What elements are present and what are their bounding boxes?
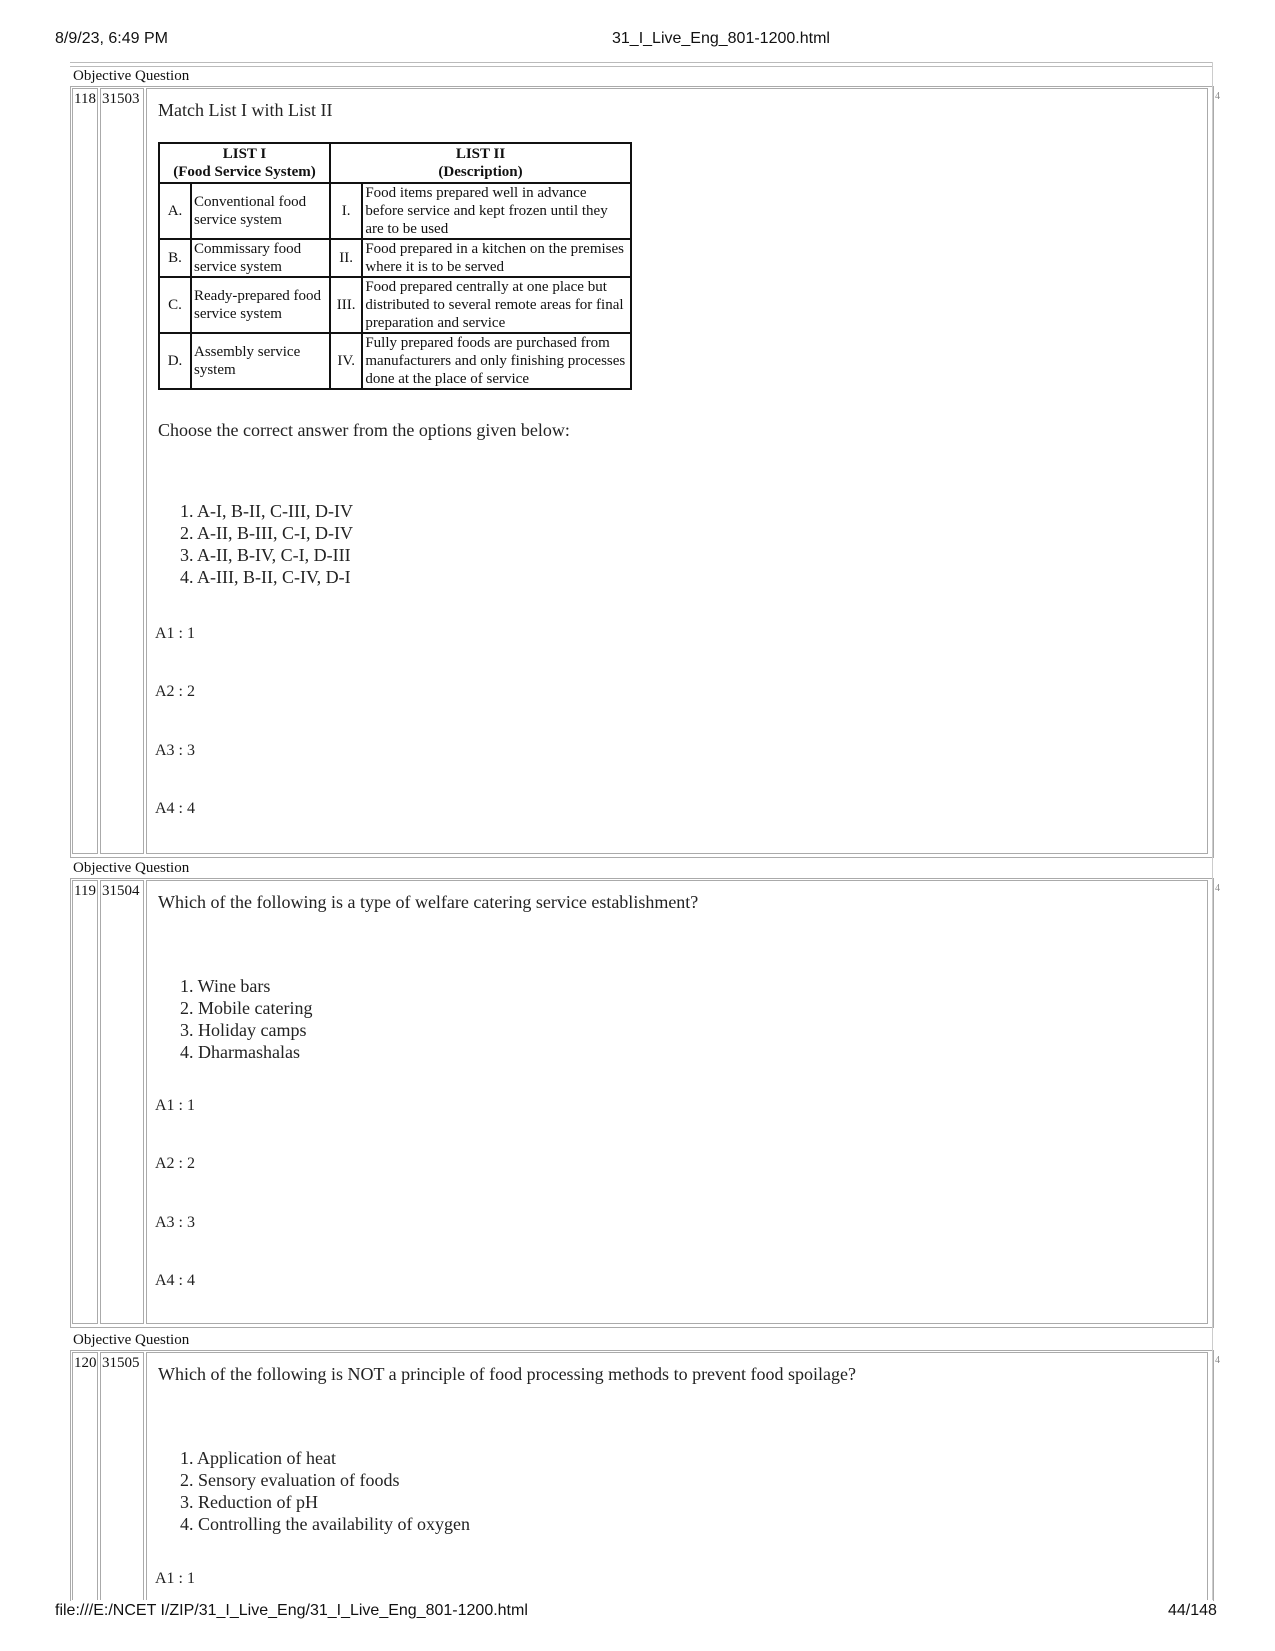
print-datetime: 8/9/23, 6:49 PM — [55, 30, 168, 47]
question-text: Match List I with List II — [158, 100, 333, 120]
list2-item: Food items prepared well in advance before service and kept frozen until they are to be used — [362, 183, 631, 239]
list1-letter: B. — [159, 239, 191, 277]
list1-letter: A. — [159, 183, 191, 239]
table-row — [159, 239, 631, 277]
list1-header: LIST I (Food Service System) — [159, 143, 330, 183]
qid-cell — [100, 880, 144, 1324]
answer-key: A4 : 4 — [155, 1272, 195, 1289]
list2-item: Food prepared centrally at one place but distributed to several remote areas for final preparation and service — [362, 277, 631, 333]
list2-numeral: II. — [330, 239, 362, 277]
option-item: 3. Reduction of pH — [180, 1492, 318, 1512]
edge-marker: 4 — [1215, 1355, 1220, 1366]
question-text: Which of the following is NOT a principle of food processing methods to prevent food spoilage? — [158, 1364, 857, 1384]
top-rule — [70, 62, 1212, 67]
answer-key: A3 : 3 — [155, 742, 195, 759]
question-id: 31505 — [102, 1355, 140, 1371]
list1-letter: D. — [159, 333, 191, 389]
options-list — [180, 975, 312, 1063]
options-list — [180, 500, 353, 588]
question-id: 31504 — [102, 883, 140, 899]
qid-cell — [100, 88, 144, 854]
question-type-label: Objective Question — [73, 860, 190, 876]
table-row — [159, 277, 631, 333]
edge-marker: 4 — [1215, 91, 1220, 102]
list2-numeral: IV. — [330, 333, 362, 389]
option-item: 2. Mobile catering — [180, 998, 313, 1018]
option-item: 3. A-II, B-IV, C-I, D-III — [180, 545, 351, 565]
table-row — [159, 333, 631, 389]
option-item: 1. Wine bars — [180, 976, 271, 996]
option-item: 1. A-I, B-II, C-III, D-IV — [180, 501, 353, 521]
print-title: 31_I_Live_Eng_801-1200.html — [612, 30, 830, 47]
print-page-number: 44/148 — [1168, 1602, 1217, 1619]
list1-item: Commissary food service system — [191, 239, 330, 277]
print-footer-path[interactable]: file:///E:/NCET I/ZIP/31_I_Live_Eng/31_I_Live_Eng_801-1200.html — [55, 1602, 528, 1619]
list1-item: Assembly service system — [191, 333, 330, 389]
list2-numeral: I. — [330, 183, 362, 239]
list1-item: Conventional food service system — [191, 183, 330, 239]
list1-item: Ready-prepared food service system — [191, 277, 330, 333]
list2-item: Fully prepared foods are purchased from manufacturers and only finishing processes done at the place of service — [362, 333, 631, 389]
list2-item: Food prepared in a kitchen on the premises where it is to be served — [362, 239, 631, 277]
serial-cell — [72, 1352, 98, 1600]
table-header-row — [159, 143, 631, 183]
question-serial: 119 — [74, 883, 96, 899]
edge-marker: 4 — [1215, 883, 1220, 894]
option-item: 4. Controlling the availability of oxygen — [180, 1514, 470, 1534]
option-item: 2. Sensory evaluation of foods — [180, 1470, 400, 1490]
question-text: Which of the following is a type of welfare catering service establishment? — [158, 892, 699, 912]
table-row — [159, 183, 631, 239]
match-table — [158, 142, 632, 390]
options-list — [180, 1447, 470, 1535]
answer-key: A1 : 1 — [155, 1097, 195, 1114]
option-item: 3. Holiday camps — [180, 1020, 307, 1040]
option-item: 4. A-III, B-II, C-IV, D-I — [180, 567, 351, 587]
list2-numeral: III. — [330, 277, 362, 333]
question-body-cell — [146, 880, 1208, 1324]
question-type-label: Objective Question — [73, 68, 190, 84]
answer-key: A1 : 1 — [155, 1570, 195, 1587]
question-type-label: Objective Question — [73, 1332, 190, 1348]
question-instruction: Choose the correct answer from the options given below: — [158, 420, 570, 440]
answer-key: A2 : 2 — [155, 1155, 195, 1172]
answer-key: A3 : 3 — [155, 1214, 195, 1231]
right-edge-line — [1212, 62, 1213, 1600]
answer-key: A2 : 2 — [155, 683, 195, 700]
answer-key: A1 : 1 — [155, 625, 195, 642]
option-item: 2. A-II, B-III, C-I, D-IV — [180, 523, 353, 543]
serial-cell — [72, 88, 98, 854]
serial-cell — [72, 880, 98, 1324]
option-item: 1. Application of heat — [180, 1448, 336, 1468]
question-id: 31503 — [102, 91, 140, 107]
question-serial: 118 — [74, 91, 96, 107]
answer-key: A4 : 4 — [155, 800, 195, 817]
qid-cell — [100, 1352, 144, 1600]
list1-letter: C. — [159, 277, 191, 333]
question-serial: 120 — [74, 1355, 97, 1371]
list2-header: LIST II (Description) — [330, 143, 631, 183]
option-item: 4. Dharmashalas — [180, 1042, 300, 1062]
